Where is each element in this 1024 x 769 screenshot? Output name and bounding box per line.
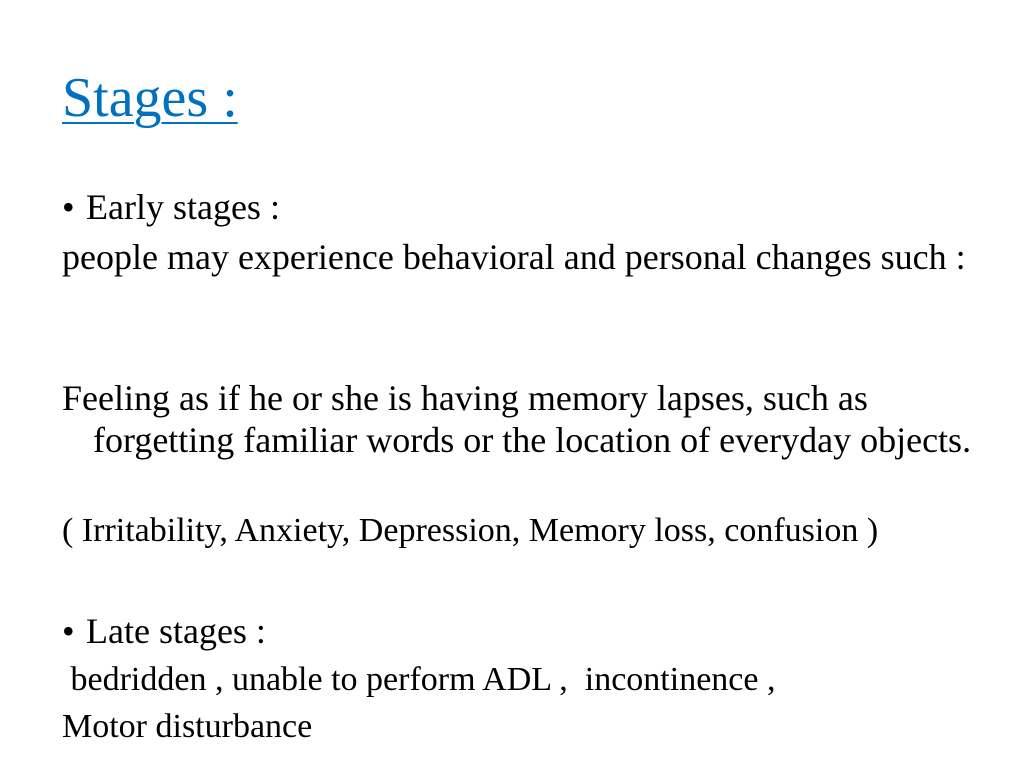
late-stages-motor: Motor disturbance [62,708,313,745]
early-stages-intro: people may experience behavioral and personal changes such : [62,237,966,277]
bullet-icon: • [62,187,75,227]
early-stages-description: Feeling as if he or she is having memory lapses, such as forgetting familiar words or the location of everyday objects. [62,378,972,460]
early-stages-heading [62,186,280,228]
late-stages-label: Late stages : [86,611,266,651]
late-stages-symptoms: bedridden , unable to perform ADL , incontinence , [62,661,776,698]
bullet-icon: • [62,611,75,651]
late-stages-heading [62,610,266,652]
slide-title: Stages : [62,67,238,129]
early-stages-symptoms: ( Irritability, Anxiety, Depression, Memory loss, confusion ) [62,512,879,549]
early-stages-label: Early stages : [86,187,280,227]
